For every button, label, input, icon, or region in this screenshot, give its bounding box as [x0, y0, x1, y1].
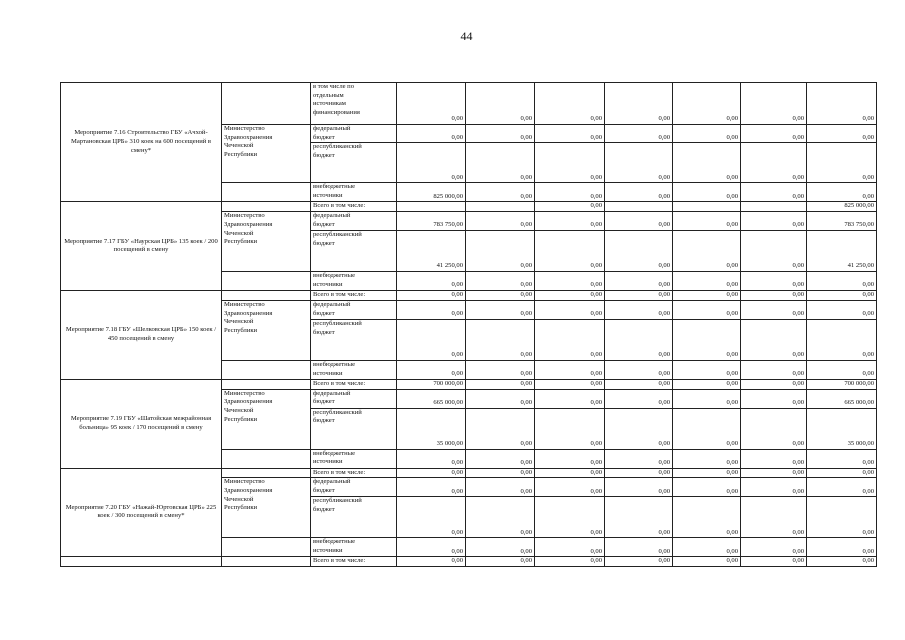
value-cell: 0,00	[807, 360, 877, 379]
value-cell: 0,00	[535, 360, 605, 379]
table-row	[61, 83, 877, 125]
value-cell: 0,00	[673, 408, 741, 449]
org-cell: Министерство Здравоохранения Чеченской Республики	[222, 389, 311, 449]
value-cell: 0,00	[673, 212, 741, 231]
value-cell: 0,00	[673, 83, 741, 125]
value-cell: 0,00	[466, 272, 535, 291]
value-cell: 0,00	[397, 478, 466, 497]
value-cell: 0,00	[807, 143, 877, 183]
value-cell: 0,00	[535, 183, 605, 202]
value-cell: 0,00	[466, 83, 535, 125]
value-cell: 0,00	[673, 183, 741, 202]
value-cell: 0,00	[605, 408, 673, 449]
value-cell: 0,00	[741, 231, 807, 272]
value-cell: 0,00	[605, 143, 673, 183]
value-cell: 0,00	[605, 231, 673, 272]
value-cell: 0,00	[535, 557, 605, 567]
total-label: Всего в том числе:	[311, 557, 397, 567]
value-cell: 41 250,00	[807, 231, 877, 272]
value-cell: 0,00	[397, 291, 466, 301]
value-cell: 0,00	[807, 478, 877, 497]
value-cell: 0,00	[807, 125, 877, 143]
value-cell: 0,00	[397, 272, 466, 291]
value-cell: 0,00	[807, 449, 877, 468]
value-cell: 0,00	[397, 300, 466, 319]
value-cell	[397, 202, 466, 212]
source-label: федеральный бюджет	[311, 125, 397, 143]
value-cell: 0,00	[466, 468, 535, 478]
value-cell: 0,00	[535, 478, 605, 497]
value-cell: 0,00	[741, 143, 807, 183]
source-label: республиканский бюджет	[311, 408, 397, 449]
total-label: Всего в том числе:	[311, 379, 397, 389]
value-cell: 0,00	[466, 408, 535, 449]
value-cell: 0,00	[535, 83, 605, 125]
value-cell: 783 750,00	[807, 212, 877, 231]
value-cell: 0,00	[605, 300, 673, 319]
value-cell: 0,00	[466, 449, 535, 468]
value-cell: 0,00	[466, 125, 535, 143]
value-cell: 0,00	[605, 291, 673, 301]
source-label: федеральный бюджет	[311, 300, 397, 319]
value-cell: 665 000,00	[397, 389, 466, 408]
value-cell: 0,00	[535, 300, 605, 319]
value-cell: 0,00	[605, 212, 673, 231]
value-cell: 35 000,00	[397, 408, 466, 449]
source-label: федеральный бюджет	[311, 389, 397, 408]
value-cell: 0,00	[466, 319, 535, 360]
value-cell: 0,00	[741, 212, 807, 231]
value-cell: 0,00	[741, 360, 807, 379]
value-cell: 0,00	[605, 83, 673, 125]
org-cell	[222, 379, 311, 389]
event-cell	[61, 557, 222, 567]
value-cell: 665 000,00	[807, 389, 877, 408]
value-cell: 0,00	[807, 468, 877, 478]
value-cell: 0,00	[397, 143, 466, 183]
source-label: внебюджетные источники	[311, 183, 397, 202]
value-cell: 0,00	[605, 379, 673, 389]
value-cell: 41 250,00	[397, 231, 466, 272]
value-cell: 0,00	[673, 360, 741, 379]
value-cell: 0,00	[807, 291, 877, 301]
value-cell: 0,00	[741, 389, 807, 408]
value-cell: 0,00	[741, 300, 807, 319]
value-cell: 0,00	[605, 478, 673, 497]
value-cell: 0,00	[741, 478, 807, 497]
value-cell: 0,00	[807, 557, 877, 567]
value-cell: 0,00	[535, 497, 605, 538]
value-cell: 0,00	[741, 538, 807, 557]
value-cell: 0,00	[807, 319, 877, 360]
value-cell: 0,00	[741, 183, 807, 202]
source-label: в том числе по отдельным источникам финансирования	[311, 83, 397, 125]
org-cell	[222, 183, 311, 202]
value-cell: 0,00	[397, 83, 466, 125]
org-cell	[222, 291, 311, 301]
value-cell: 783 750,00	[397, 212, 466, 231]
org-cell	[222, 449, 311, 468]
value-cell	[673, 202, 741, 212]
value-cell: 0,00	[397, 360, 466, 379]
value-cell: 0,00	[741, 449, 807, 468]
value-cell: 0,00	[807, 300, 877, 319]
value-cell: 0,00	[673, 291, 741, 301]
org-cell	[222, 83, 311, 125]
value-cell: 0,00	[673, 319, 741, 360]
value-cell: 0,00	[535, 212, 605, 231]
source-label: республиканский бюджет	[311, 231, 397, 272]
value-cell: 0,00	[466, 360, 535, 379]
table-row	[61, 468, 877, 478]
value-cell: 0,00	[605, 497, 673, 538]
value-cell: 0,00	[535, 468, 605, 478]
value-cell: 0,00	[673, 478, 741, 497]
source-label: внебюджетные источники	[311, 449, 397, 468]
value-cell: 0,00	[397, 468, 466, 478]
source-label: республиканский бюджет	[311, 319, 397, 360]
total-label: Всего в том числе:	[311, 468, 397, 478]
org-cell	[222, 360, 311, 379]
value-cell: 0,00	[466, 497, 535, 538]
value-cell	[741, 202, 807, 212]
value-cell: 0,00	[466, 231, 535, 272]
value-cell: 0,00	[807, 272, 877, 291]
value-cell: 0,00	[466, 183, 535, 202]
value-cell: 0,00	[741, 468, 807, 478]
value-cell: 0,00	[673, 557, 741, 567]
value-cell: 0,00	[466, 389, 535, 408]
value-cell: 0,00	[397, 557, 466, 567]
value-cell: 0,00	[466, 478, 535, 497]
value-cell: 0,00	[535, 319, 605, 360]
org-cell: Министерство Здравоохранения Чеченской Республики	[222, 300, 311, 360]
value-cell: 0,00	[535, 272, 605, 291]
value-cell: 0,00	[535, 125, 605, 143]
value-cell: 0,00	[535, 143, 605, 183]
value-cell: 0,00	[741, 272, 807, 291]
value-cell: 0,00	[605, 183, 673, 202]
source-label: внебюджетные источники	[311, 538, 397, 557]
source-label: внебюджетные источники	[311, 272, 397, 291]
value-cell: 0,00	[741, 408, 807, 449]
value-cell: 0,00	[741, 557, 807, 567]
value-cell: 0,00	[397, 319, 466, 360]
value-cell: 0,00	[535, 408, 605, 449]
value-cell	[466, 202, 535, 212]
value-cell: 0,00	[807, 538, 877, 557]
org-cell: Министерство Здравоохранения Чеченской Республики	[222, 125, 311, 183]
event-title: Мероприятие 7.20 ГБУ «Нажай-Юртовская ЦРБ» 225 коек / 300 посещений в смену*	[61, 468, 222, 557]
value-cell: 0,00	[605, 449, 673, 468]
value-cell	[605, 202, 673, 212]
total-label: Всего в том числе:	[311, 202, 397, 212]
value-cell: 0,00	[673, 231, 741, 272]
value-cell: 0,00	[673, 143, 741, 183]
org-cell	[222, 202, 311, 212]
value-cell: 0,00	[605, 360, 673, 379]
value-cell: 0,00	[741, 379, 807, 389]
value-cell: 0,00	[673, 272, 741, 291]
org-cell	[222, 272, 311, 291]
value-cell: 0,00	[605, 468, 673, 478]
source-label: федеральный бюджет	[311, 478, 397, 497]
value-cell: 0,00	[535, 231, 605, 272]
source-label: внебюджетные источники	[311, 360, 397, 379]
value-cell: 0,00	[605, 125, 673, 143]
value-cell: 700 000,00	[397, 379, 466, 389]
value-cell: 700 000,00	[807, 379, 877, 389]
value-cell: 0,00	[741, 125, 807, 143]
value-cell: 0,00	[466, 379, 535, 389]
value-cell: 0,00	[673, 497, 741, 538]
value-cell: 0,00	[397, 125, 466, 143]
value-cell: 0,00	[807, 183, 877, 202]
value-cell: 0,00	[535, 389, 605, 408]
org-cell	[222, 557, 311, 567]
value-cell: 0,00	[673, 449, 741, 468]
value-cell: 0,00	[466, 557, 535, 567]
value-cell: 0,00	[535, 291, 605, 301]
value-cell: 0,00	[397, 497, 466, 538]
value-cell: 0,00	[673, 300, 741, 319]
value-cell: 0,00	[673, 538, 741, 557]
value-cell: 0,00	[741, 291, 807, 301]
value-cell: 0,00	[605, 272, 673, 291]
budget-table	[60, 82, 877, 567]
value-cell: 0,00	[807, 497, 877, 538]
source-label: федеральный бюджет	[311, 212, 397, 231]
value-cell: 0,00	[673, 379, 741, 389]
value-cell: 825 000,00	[397, 183, 466, 202]
value-cell: 0,00	[741, 319, 807, 360]
event-title: Мероприятие 7.18 ГБУ «Шелковская ЦРБ» 150 коек / 450 посещений в смену	[61, 291, 222, 380]
value-cell: 0,00	[673, 468, 741, 478]
value-cell: 0,00	[741, 497, 807, 538]
org-cell: Министерство Здравоохранения Чеченской Республики	[222, 212, 311, 272]
event-title: Мероприятие 7.19 ГБУ «Шатойская межрайонная больница» 95 коек / 170 посещений в смену	[61, 379, 222, 468]
value-cell: 0,00	[535, 379, 605, 389]
table-row	[61, 291, 877, 301]
value-cell: 0,00	[535, 449, 605, 468]
org-cell: Министерство Здравоохранения Чеченской Республики	[222, 478, 311, 538]
value-cell: 0,00	[535, 202, 605, 212]
value-cell: 0,00	[466, 212, 535, 231]
value-cell: 0,00	[673, 389, 741, 408]
event-title: Мероприятие 7.16 Строительство ГБУ «Ачхой-Мартановская ЦРБ» 310 коек на 600 посещений в смену*	[61, 83, 222, 202]
table-row	[61, 202, 877, 212]
page-number: 44	[460, 29, 473, 43]
table-row	[61, 379, 877, 389]
value-cell: 0,00	[673, 125, 741, 143]
total-label: Всего в том числе:	[311, 291, 397, 301]
value-cell: 825 000,00	[807, 202, 877, 212]
value-cell: 0,00	[397, 449, 466, 468]
value-cell: 0,00	[466, 300, 535, 319]
org-cell	[222, 468, 311, 478]
value-cell: 0,00	[741, 83, 807, 125]
org-cell	[222, 538, 311, 557]
value-cell: 0,00	[605, 389, 673, 408]
value-cell: 35 000,00	[807, 408, 877, 449]
source-label: республиканский бюджет	[311, 497, 397, 538]
value-cell: 0,00	[466, 143, 535, 183]
value-cell: 0,00	[605, 557, 673, 567]
value-cell: 0,00	[807, 83, 877, 125]
value-cell: 0,00	[605, 319, 673, 360]
table-row	[61, 557, 877, 567]
source-label: республиканский бюджет	[311, 143, 397, 183]
value-cell: 0,00	[535, 538, 605, 557]
value-cell: 0,00	[466, 291, 535, 301]
value-cell: 0,00	[466, 538, 535, 557]
event-title: Мероприятие 7.17 ГБУ «Наурская ЦРБ» 135 коек / 200 посещений в смену	[61, 202, 222, 291]
value-cell: 0,00	[397, 538, 466, 557]
value-cell: 0,00	[605, 538, 673, 557]
